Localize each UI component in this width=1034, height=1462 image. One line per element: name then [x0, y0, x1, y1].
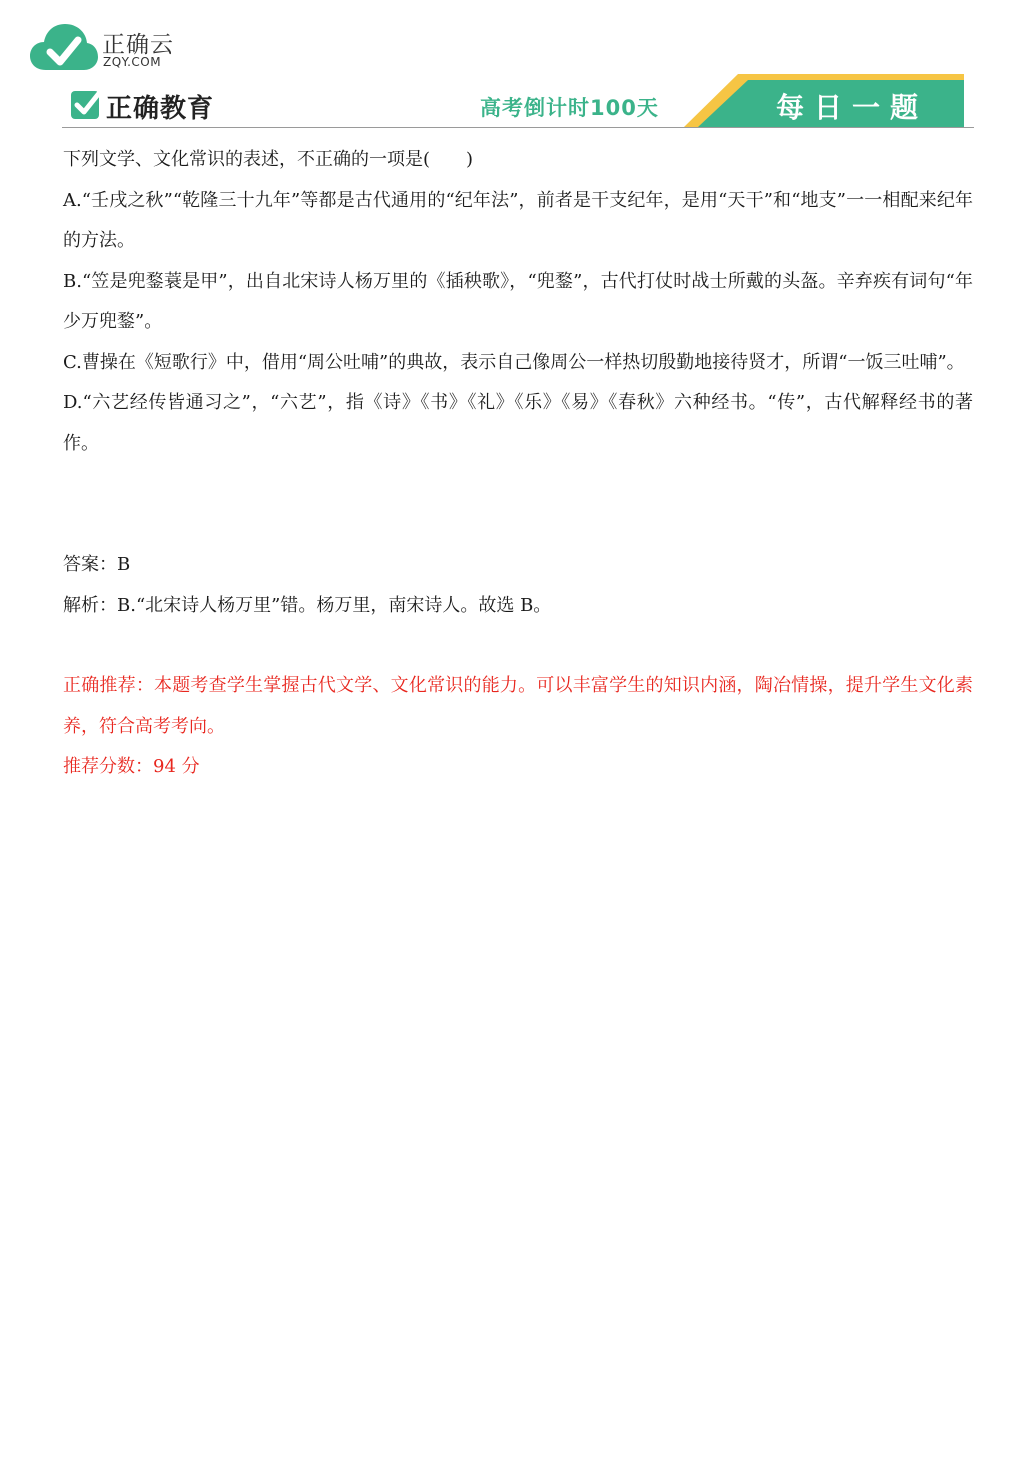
- option-c: C.曹操在《短歌行》中，借用“周公吐哺”的典故，表示自己像周公一样热切殷勤地接待贤才，所谓“一饭三吐哺”。: [63, 351, 965, 373]
- recommend-score: 推荐分数：94 分: [63, 756, 200, 777]
- brand-domain: ZQY.COM: [103, 55, 162, 69]
- question-stem: 下列文学、文化常识的表述，不正确的一项是( ): [63, 149, 474, 170]
- zqy-logo: [30, 22, 190, 76]
- daily-question-label: 每日一题: [776, 91, 929, 124]
- question-content: [63, 140, 973, 788]
- option-d: D.“六艺经传皆通习之”，“六艺”，指《诗》《书》《礼》《乐》《易》《春秋》六种经书。“传”，古代解释经书的著作。: [63, 392, 973, 454]
- spacer: [63, 464, 973, 545]
- checkbox-icon: [70, 88, 102, 120]
- countdown-label: 高考倒计时100天: [480, 96, 659, 120]
- brand-name: 正确云: [102, 32, 174, 58]
- edu-name: 正确教育: [106, 94, 215, 124]
- header-divider: [62, 127, 974, 128]
- cloud-check-icon: [30, 22, 98, 72]
- option-b: B.“笠是兜鍪蓑是甲”，出自北宋诗人杨万里的《插秧歌》，“兜鍪”，古代打仗时战士所戴的头盔。辛弃疾有词句“年少万兜鍪”。: [63, 270, 973, 332]
- recommend-text: 正确推荐：本题考查学生掌握古代文学、文化常识的能力。可以丰富学生的知识内涵，陶冶情操，提升学生文化素养，符合高考考向。: [63, 675, 973, 737]
- edu-logo: [70, 88, 240, 124]
- option-a: A.“壬戌之秋”“乾隆三十九年”等都是古代通用的“纪年法”，前者是干支纪年，是用“天干”和“地支”一一相配来纪年的方法。: [63, 189, 973, 251]
- analysis: 解析：B.“北宋诗人杨万里”错。杨万里，南宋诗人。故选 B。: [63, 594, 552, 616]
- spacer: [63, 626, 973, 666]
- answer: 答案：B: [63, 554, 131, 575]
